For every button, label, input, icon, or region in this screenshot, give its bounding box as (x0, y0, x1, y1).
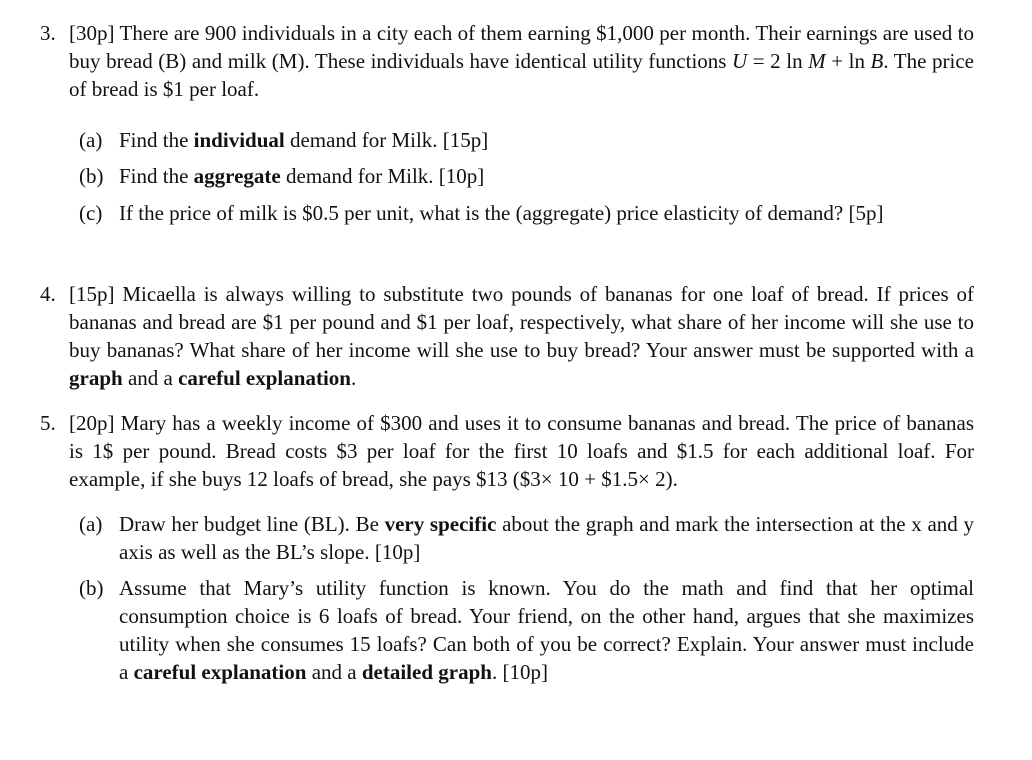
text-segment: Draw her budget line (BL). Be (119, 512, 385, 536)
subitem-label: (c) (79, 201, 103, 225)
text-segment: + ln (825, 49, 871, 73)
subitem-label: (b) (79, 576, 104, 600)
problem-points: [15p] (69, 282, 115, 306)
text-segment: There are 900 individuals in a city each of them earning $1,000 per month. Their earnings are used to buy bread (B) and milk (M). These individuals have identical utility functions (69, 21, 974, 73)
problem-text (69, 409, 974, 493)
bold-term: aggregate (193, 164, 281, 188)
bold-term: careful explanation (133, 660, 307, 684)
subitem-text (119, 510, 974, 566)
subitem-text (119, 162, 974, 190)
problem-text (69, 19, 974, 103)
bold-term: graph (69, 366, 123, 390)
problem-points: [20p] (69, 411, 115, 435)
text-segment: Find the (119, 128, 194, 152)
problem-5 (40, 409, 974, 493)
problem-number: 3. (40, 21, 56, 45)
subitem-3b (79, 162, 974, 190)
text-segment: about the graph and mark the intersection at the x and y axis as well as the BL’s slope. [10p] (119, 512, 974, 564)
subitem-label: (a) (79, 128, 103, 152)
problem-3 (40, 19, 974, 103)
bold-term: detailed graph (361, 660, 492, 684)
subitem-3a (79, 126, 974, 154)
problem-number: 4. (40, 282, 56, 306)
problem-text (69, 280, 974, 392)
subitem-text (119, 199, 974, 227)
math-var-m: M (808, 49, 826, 73)
text-segment: . (350, 366, 357, 390)
text-segment: and a (122, 366, 179, 390)
subitem-3c (79, 199, 974, 227)
text-segment: Find the (119, 164, 194, 188)
problem-4 (40, 280, 974, 392)
text-segment: . The price of bread is $1 per loaf. (69, 49, 974, 101)
bold-term: very specific (384, 512, 497, 536)
bold-term: careful explanation (178, 366, 351, 390)
math-var-u: U (732, 49, 748, 73)
text-segment: Micaella is always willing to substitute two pounds of bananas for one loaf of bread. If prices of bananas and bread are $1 per pound and $1 per loaf, respectively, what share of her income will she use to buy bananas? What share of her income will she use to buy bread? Your answer must be supported with a (69, 282, 974, 362)
subitem-label: (a) (79, 512, 103, 536)
text-segment: Assume that Mary’s utility function is known. You do the math and find that her optimal consumption choice is 6 loafs of bread. Your friend, on the other hand, argues that she maximizes utility when she consumes 15 loafs? Can both of you be correct? Explain. Your answer must include a (119, 576, 974, 684)
subitem-label: (b) (79, 164, 104, 188)
bold-term: individual (193, 128, 285, 152)
text-segment: and a (306, 660, 362, 684)
subitem-text (119, 574, 974, 686)
text-segment: Mary has a weekly income of $300 and uses it to consume bananas and bread. The price of bananas is 1$ per pound. Bread costs $3 per loaf for the first 10 loafs and $1.5 for each additional loaf. For example, if she buys 12 loafs of bread, she pays $13 ($3× 10 + $1.5× 2). (69, 411, 975, 491)
text-segment: If the price of milk is $0.5 per unit, what is the (aggregate) price elasticity of demand? [5p] (119, 201, 884, 225)
text-segment: = 2 ln (747, 49, 809, 73)
problem-points: [30p] (69, 21, 115, 45)
problem-number: 5. (40, 411, 56, 435)
subitem-text (119, 126, 974, 154)
math-var-b: B (870, 49, 884, 73)
text-segment: . [10p] (491, 660, 548, 684)
text-segment: demand for Milk. [15p] (284, 128, 489, 152)
subitem-5b (79, 574, 974, 686)
subitem-5a (79, 510, 974, 566)
text-segment: demand for Milk. [10p] (280, 164, 485, 188)
